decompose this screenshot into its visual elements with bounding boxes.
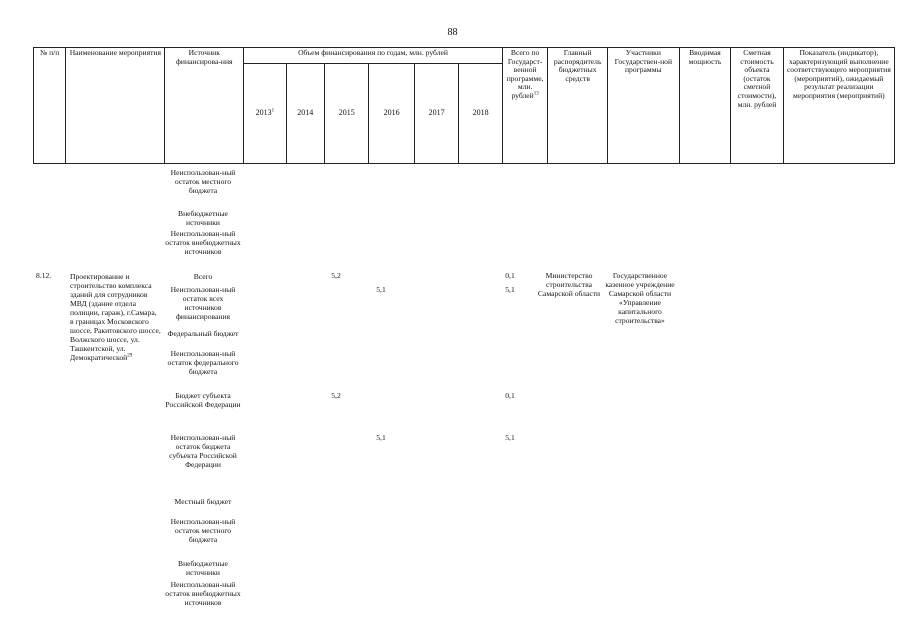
table-header	[33, 47, 895, 164]
header-name: Наименование мероприятия	[66, 48, 165, 164]
value-regional-sum: 0,1	[505, 391, 515, 400]
header-participants: Участники Государствен-ной программы	[607, 48, 679, 164]
header-source: Источник финансирова-ния	[165, 48, 244, 164]
source-label: Неиспользован-ный остаток всех источников финансирования	[170, 285, 236, 321]
source-label: Неиспользован-ный остаток местного бюджета	[170, 517, 236, 544]
source-label: Бюджет субъекта Российской Федерации	[165, 391, 241, 409]
header-number: № п/п	[34, 48, 66, 164]
source-label: Неиспользован-ный остаток местного бюджета	[170, 168, 236, 195]
header-year-2017: 2017	[414, 64, 458, 164]
source-label: Неиспользован-ный остаток внебюджетных источников	[165, 580, 241, 607]
header-year-2018: 2018	[459, 64, 503, 164]
header-total: Всего по Государст-венной программе, млн. рублей$^{13}$	[502, 48, 547, 164]
page-number: 88	[447, 27, 458, 38]
source-label: Неиспользован-ный остаток федерального бюджета	[167, 349, 239, 376]
value-regional-unused-2016: 5,1	[376, 433, 386, 442]
header-volume: Объем финансирования по годам, млн. рублей	[244, 48, 503, 64]
row-participant: Государственное казенное учреждение Самарской области «Управление капитального строительства»	[605, 271, 675, 325]
row-number: 8.12.	[36, 271, 52, 280]
source-label: Неиспользован-ный остаток внебюджетных источников	[165, 229, 241, 256]
value-total-sum: 0,1	[505, 271, 515, 280]
source-label: Всего	[193, 272, 213, 281]
value-unused-2016: 5,1	[376, 285, 386, 294]
header-manager: Главный распорядитель бюджетных средств	[548, 48, 608, 164]
row-name: Проектирование и строительство комплекса зданий для сотрудников МВД (здание отдела полиции, гараж), г.Самара, в границах Московского шоссе, Ракитовского шоссе, Волжского шоссе, ул. Ташкентской, ул. Демократической$^{29}$	[70, 272, 161, 362]
header-indicator: Показатель (индикатор), характеризующий выполнение соответствующего мероприятия (мероприятий), ожидаемый результат реализации мероприятия (мероприятий)	[783, 48, 894, 164]
header-estimate: Сметная стоимость объекта (остаток сметной стоимости), млн. рублей	[731, 48, 784, 164]
header-year-2015: 2015	[324, 64, 368, 164]
header-capacity: Вводимая мощность	[679, 48, 731, 164]
value-unused-sum: 5,1	[505, 285, 515, 294]
source-label: Внебюджетные источники	[178, 209, 228, 227]
row-manager: Министерство строительства Самарской области	[537, 271, 601, 298]
value-total-2015: 5,2	[331, 271, 341, 280]
source-label: Федеральный бюджет	[167, 329, 239, 338]
header-year-2014: 2014	[286, 64, 324, 164]
source-label: Местный бюджет	[174, 497, 232, 506]
header-year-2013: 2013$^1$	[244, 64, 286, 164]
source-label: Внебюджетные источники	[178, 559, 228, 577]
value-regional-2015: 5,2	[331, 391, 341, 400]
value-regional-unused-sum: 5,1	[505, 433, 515, 442]
header-year-2016: 2016	[369, 64, 414, 164]
source-label: Неиспользован-ный остаток бюджета субъекта Российской Федерации	[169, 433, 237, 469]
